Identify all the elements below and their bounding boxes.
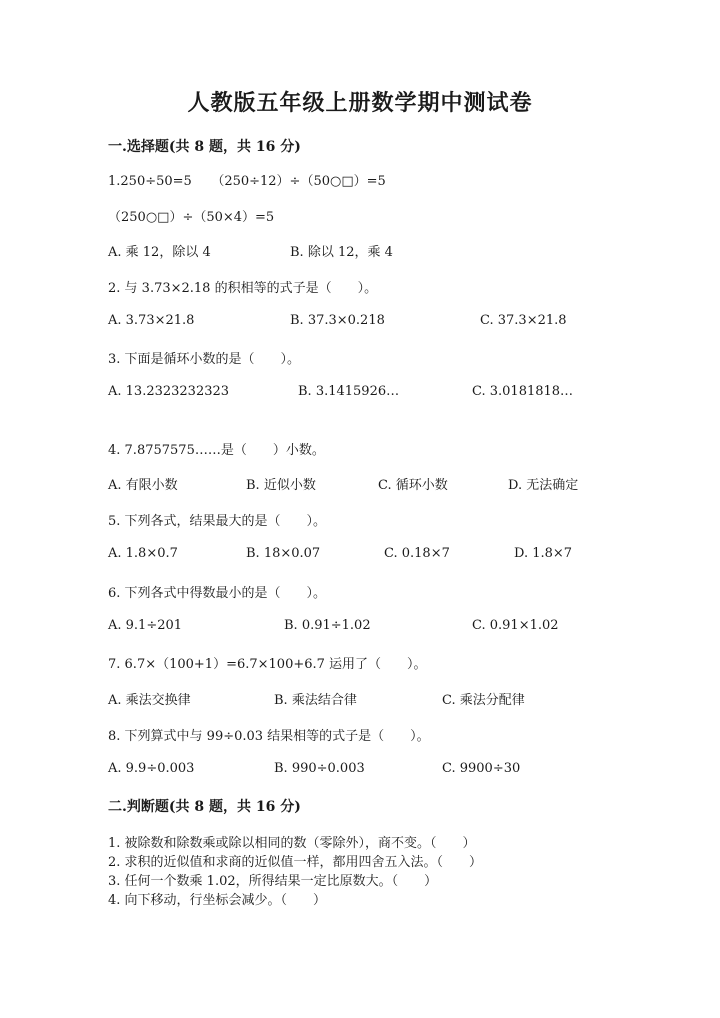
section-heading-choice: 一.选择题(共 8 题，共 16 分) [108,139,301,155]
question-4-option-c: C. 循环小数 [378,478,448,493]
judgement-item-4: 4. 向下移动，行坐标会减少。（ ） [108,893,327,908]
section-heading-judgement: 二.判断题(共 8 题，共 16 分) [108,799,301,815]
question-3-option-b: B. 3.1415926… [298,384,400,399]
question-3-option-a: A. 13.2323232323 [108,384,230,399]
question-8-option-a: A. 9.9÷0.003 [108,761,195,776]
question-3-option-c: C. 3.0181818… [472,384,574,399]
page-title: 人教版五年级上册数学期中测试卷 [187,90,533,116]
question-8-text: 8. 下列算式中与 99÷0.03 结果相等的式子是（ ）。 [108,729,430,744]
question-4-option-d: D. 无法确定 [508,478,579,493]
question-5-option-b: B. 18×0.07 [246,546,321,561]
question-5-option-a: A. 1.8×0.7 [108,546,178,561]
question-7-option-c: C. 乘法分配律 [442,693,525,708]
question-5-option-c: C. 0.18×7 [384,546,450,561]
question-5-option-d: D. 1.8×7 [514,546,573,561]
question-7-option-a: A. 乘法交换律 [108,693,191,708]
question-8-option-c: C. 9900÷30 [442,761,521,776]
question-6-option-c: C. 0.91×1.02 [472,618,559,633]
question-2-option-b: B. 37.3×0.218 [290,313,385,328]
question-1-option-b: B. 除以 12，乘 4 [290,245,393,260]
question-3-text: 3. 下面是循环小数的是（ ）。 [108,352,301,367]
question-2-option-a: A. 3.73×21.8 [108,313,195,328]
question-1-option-a: A. 乘 12，除以 4 [108,245,211,260]
question-6-option-a: A. 9.1÷201 [108,618,183,633]
question-2-text: 2. 与 3.73×2.18 的积相等的式子是（ ）。 [108,281,378,296]
question-8-option-b: B. 990÷0.003 [274,761,365,776]
judgement-item-2: 2. 求积的近似值和求商的近似值一样，都用四舍五入法。（ ） [108,855,483,870]
question-5-text: 5. 下列各式，结果最大的是（ ）。 [108,514,327,529]
question-6-text: 6. 下列各式中得数最小的是（ ）。 [108,586,327,601]
question-7-text: 7. 6.7×（100+1）=6.7×100+6.7 运用了（ ）。 [108,657,427,672]
question-4-text: 4. 7.8757575……是（ ）小数。 [108,443,325,458]
question-1-line-2: （250○□）÷（50×4）=5 [108,210,275,225]
judgement-item-1: 1. 被除数和除数乘或除以相同的数（零除外），商不变。（ ） [108,836,476,851]
question-7-option-b: B. 乘法结合律 [274,693,357,708]
question-1-line-1: 1.250÷50=5 （250÷12）÷（50○□）=5 [108,174,386,189]
question-4-option-a: A. 有限小数 [108,478,178,493]
judgement-item-3: 3. 任何一个数乘 1.02，所得结果一定比原数大。（ ） [108,874,438,889]
question-2-option-c: C. 37.3×21.8 [480,313,567,328]
question-6-option-b: B. 0.91÷1.02 [284,618,371,633]
question-4-option-b: B. 近似小数 [246,478,316,493]
